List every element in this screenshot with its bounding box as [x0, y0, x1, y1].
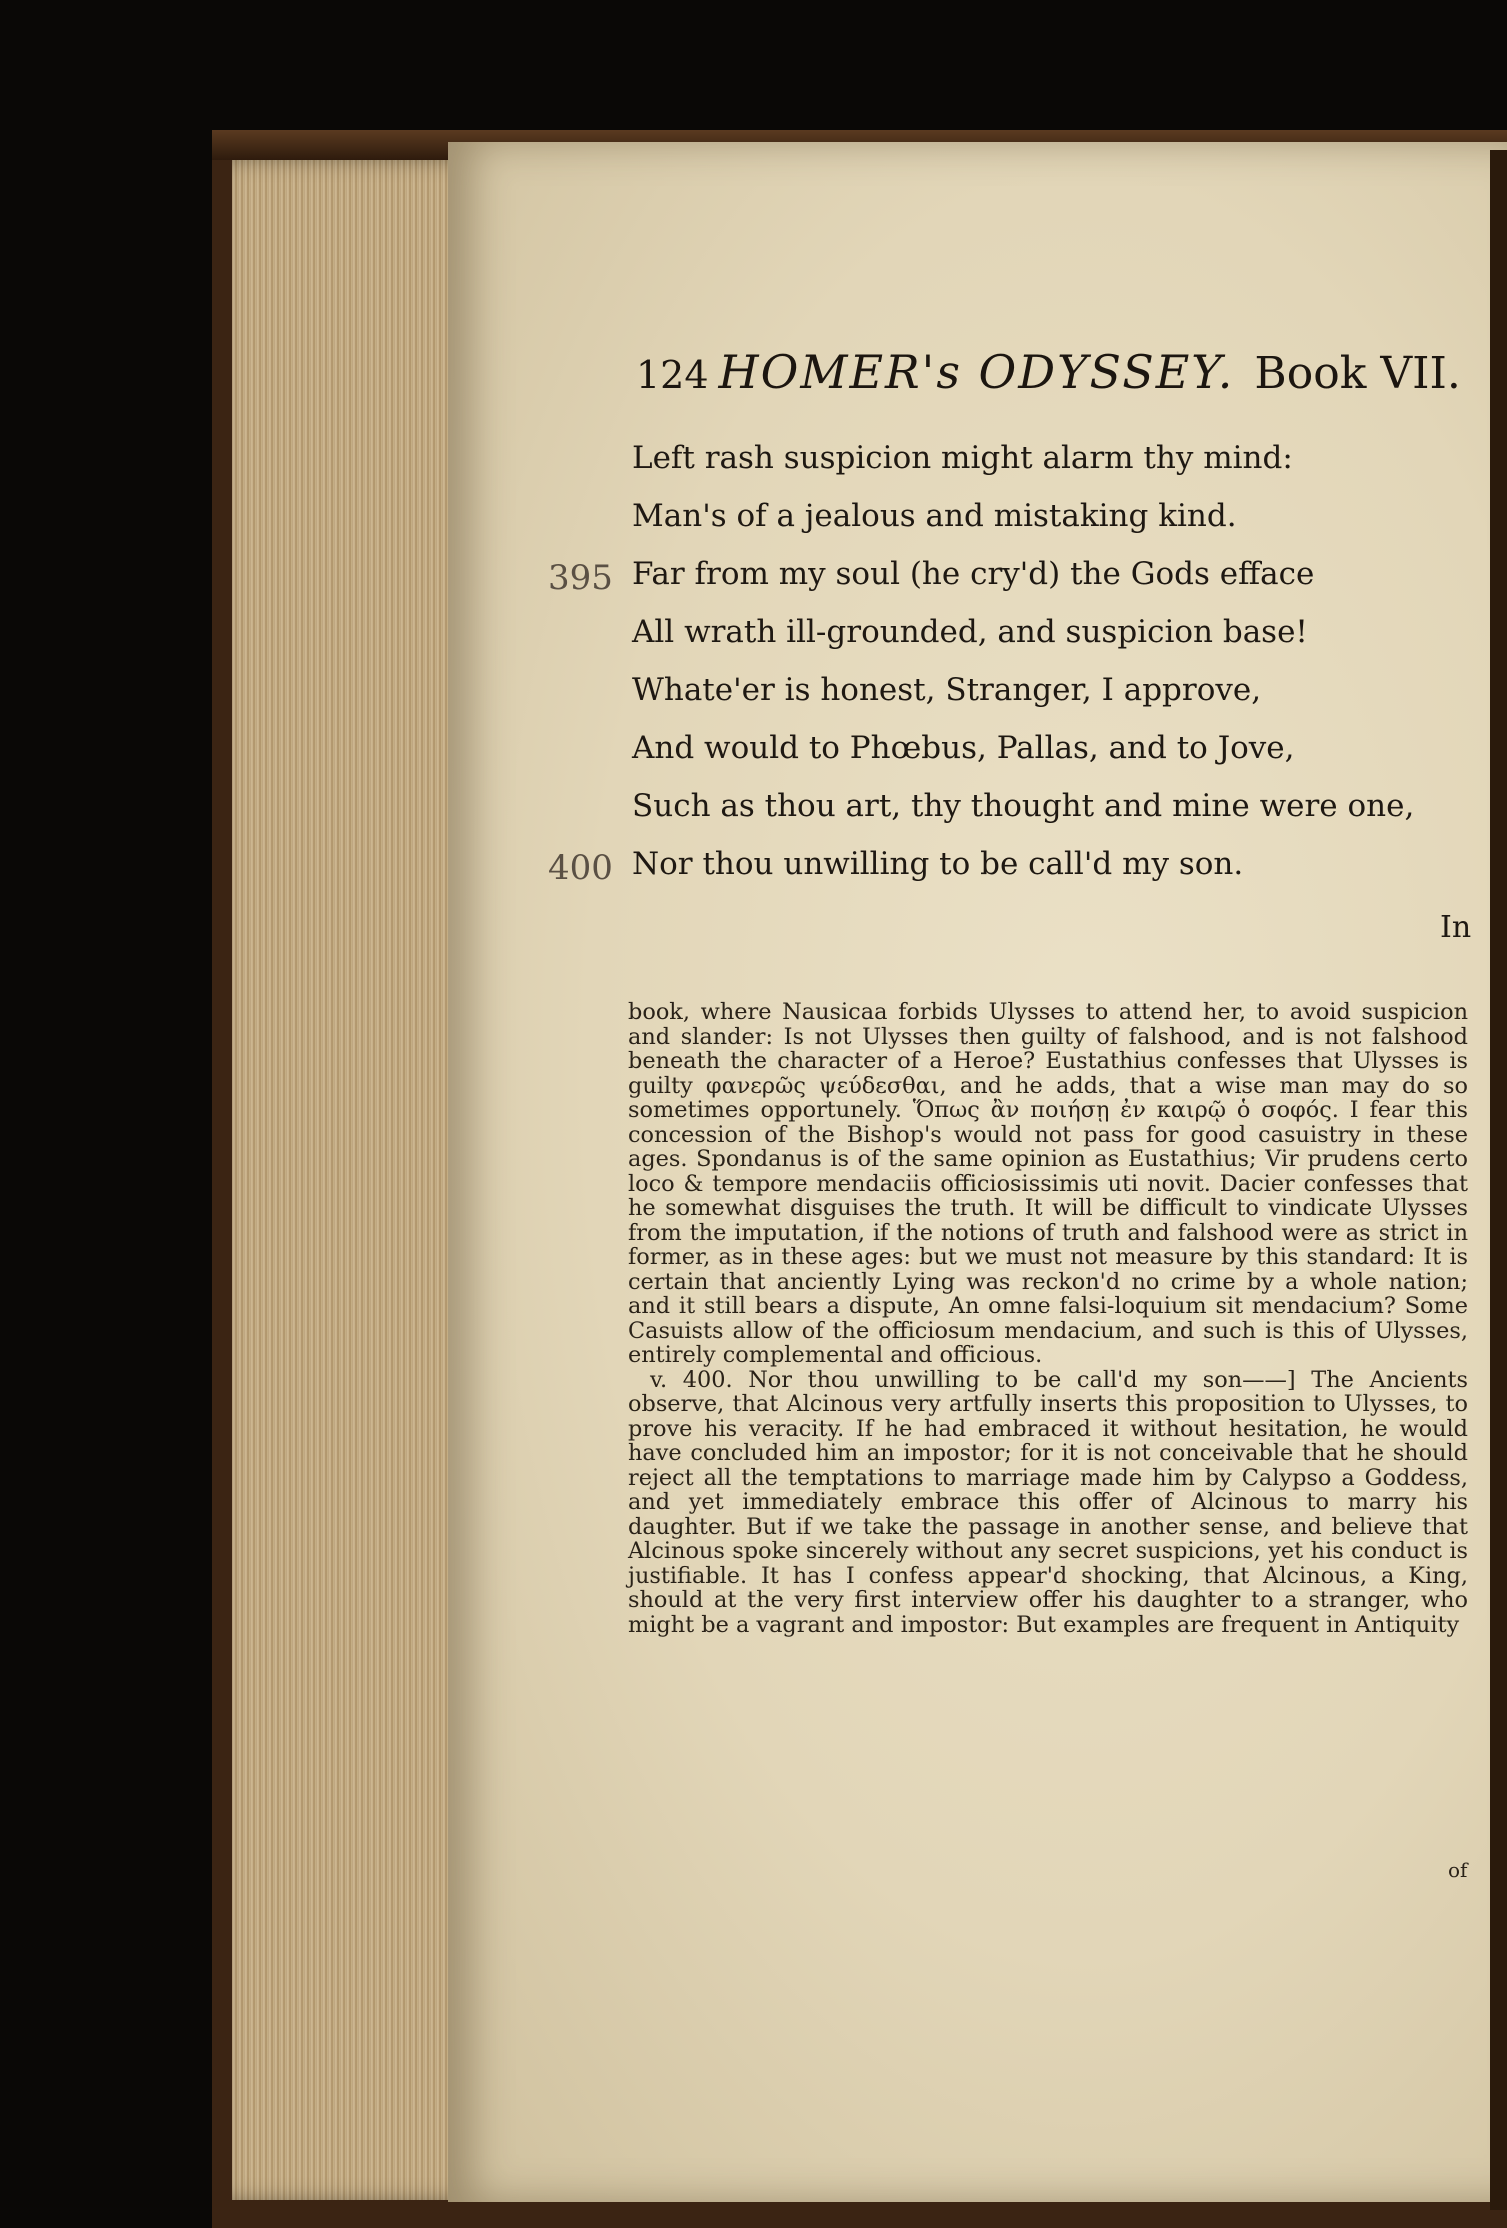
verse-line: [632, 672, 1452, 730]
line-number: 400: [548, 848, 613, 888]
verse-line: [548, 556, 1452, 614]
facing-page-edge: [1490, 150, 1507, 2210]
verse-text: Man's of a jealous and mistaking kind.: [632, 498, 1237, 534]
running-title: HOMER's ODYSSEY.: [718, 345, 1235, 399]
verse-line: [632, 730, 1452, 788]
verse-text: And would to Phœbus, Pallas, and to Jove,: [632, 730, 1295, 766]
running-header: [636, 345, 1476, 415]
verse-line: [548, 846, 1452, 904]
verse-text: Such as thou art, thy thought and mine were one,: [632, 788, 1415, 824]
verse-line: [632, 498, 1452, 556]
verse-block: [548, 440, 1452, 904]
verse-text: Far from my soul (he cry'd) the Gods efface: [632, 556, 1315, 592]
verse-line: [632, 614, 1452, 672]
footnote-catchword: of: [1448, 1858, 1468, 1882]
catchword: In: [1440, 910, 1472, 945]
page-edges: [232, 160, 482, 2200]
footnote-paragraph: book, where Nausicaa forbids Ulysses to attend her, to avoid suspicion and slander: Is not Ulysses then guilty of falshood, and is not falshood beneath the character of a Heroe? Eustathius confesses that Ulysses is guilty φανερῶς ψεύδεσθαι, and he adds, that a wise man may do so sometimes opportunely. Ὅπως ἂν ποιήσῃ ἐν καιρῷ ὁ σοφός. I fear this concession of the Bishop's would not pass for good casuistry in these ages. Spondanus is of the same opinion as Eustathius; Vir prudens certo loco & tempore mendaciis officiosissimis uti novit. Dacier confesses that he somewhat disguises the truth. It will be difficult to vindicate Ulysses from the imputation, if the notions of truth and falshood were as strict in former, as in these ages: but we must not measure by this standard: It is certain that anciently Lying was reckon'd no crime by a whole nation; and it still bears a dispute, An omne falsi-loquium sit mendacium? Some Casuists allow of the officiosum mendacium, and such is this of Ulysses, entirely complemental and officious.: [628, 999, 1468, 1368]
verse-line: [632, 440, 1452, 498]
verse-text: All wrath ill-grounded, and suspicion base!: [632, 614, 1308, 650]
verse-text: Left rash suspicion might alarm thy mind:: [632, 440, 1293, 476]
verse-line: [632, 788, 1452, 846]
footnote-paragraph: v. 400. Nor thou unwilling to be call'd my son——] The Ancients observe, that Alcinous very artfully inserts this proposition to Ulysses, to prove his veracity. If he had embraced it without hesitation, he would have concluded him an impostor; for it is not conceivable that he should reject all the temptations to marriage made him by Calypso a Goddess, and yet immediately embrace this offer of Alcinous to marry his daughter. But if we take the passage in another sense, and believe that Alcinous spoke sincerely without any secret suspicions, yet his conduct is justifiable. It has I confess appear'd shocking, that Alcinous, a King, should at the very first interview offer his daughter to a stranger, who might be a vagrant and impostor: But examples are frequent in Antiquity: [628, 1366, 1468, 1638]
footnotes: [628, 1000, 1468, 1637]
line-number: 395: [548, 558, 613, 598]
page-number: 124: [636, 353, 709, 397]
verse-text: Whate'er is honest, Stranger, I approve,: [632, 672, 1262, 708]
book-label: Book VII.: [1254, 348, 1461, 399]
verse-text: Nor thou unwilling to be call'd my son.: [632, 846, 1244, 882]
